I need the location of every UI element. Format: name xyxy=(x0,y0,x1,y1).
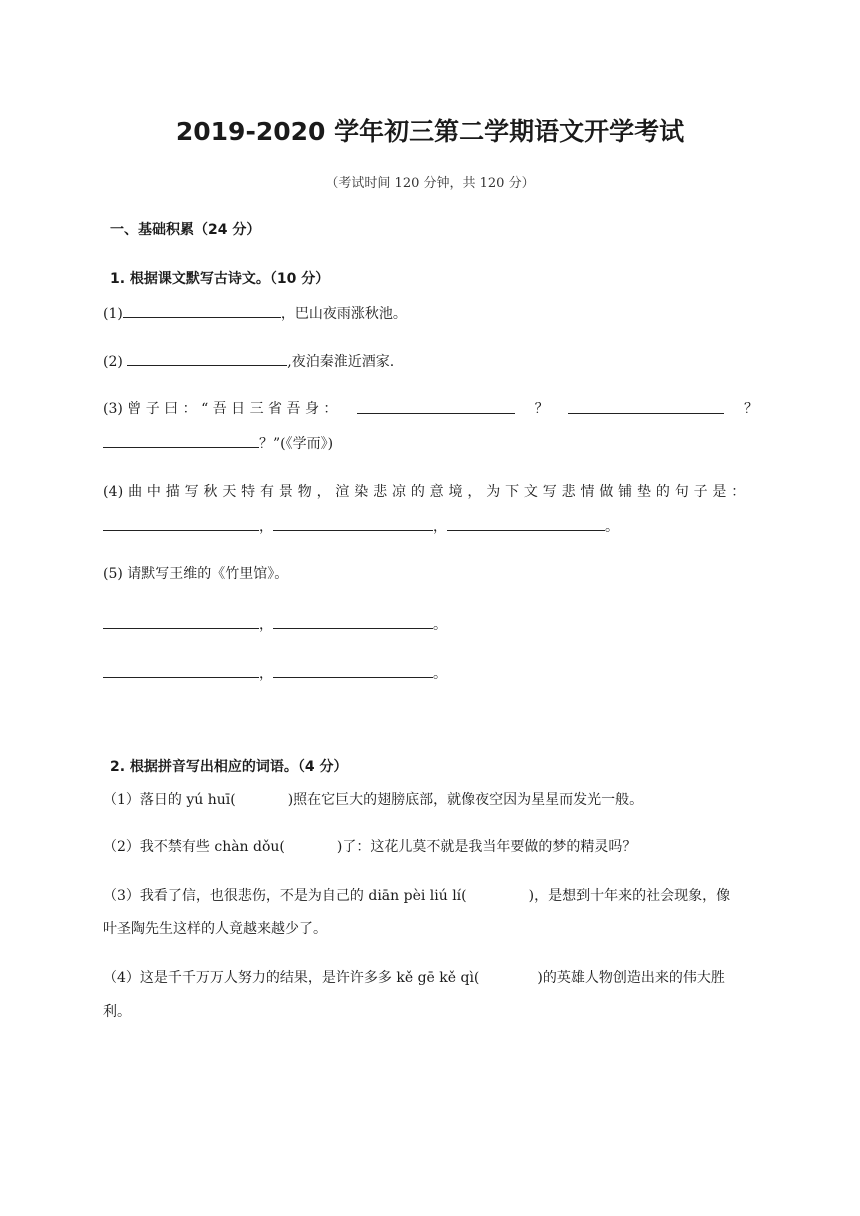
item-text: （3）我看了信，也很悲伤，不是为自己的 diān pèi liú lí( xyxy=(103,888,467,904)
answer-blank[interactable] xyxy=(127,350,287,366)
q2-item-4 xyxy=(103,967,725,987)
item-text: ？”(《学而》) xyxy=(259,436,334,452)
punctuation: 。 xyxy=(605,519,619,535)
answer-blank[interactable] xyxy=(103,613,259,629)
q1-item-4: (4) 曲 中 描 写 秋 天 特 有 景 物 ， 渲 染 悲 凉 的 意 境 ， 为 下 文 写 悲 情 做 铺 垫 的 句 子 是 ： xyxy=(103,484,746,500)
punctuation: 。 xyxy=(433,617,447,633)
q1-item-5: (5) 请默写王维的《竹里馆》。 xyxy=(103,566,289,582)
question-2-heading: 2. 根据拼音写出相应的词语。（4 分） xyxy=(110,759,348,775)
item-text: (3) 曾 子 曰 ： “ 吾 日 三 省 吾 身 ： xyxy=(103,401,338,417)
answer-blank[interactable] xyxy=(123,302,281,318)
question-1-heading: 1. 根据课文默写古诗文。（10 分） xyxy=(110,271,330,287)
answer-blank[interactable] xyxy=(273,613,433,629)
exam-info: （考试时间 120 分钟，共 120 分） xyxy=(325,176,535,191)
answer-blank[interactable] xyxy=(103,662,259,678)
page-title: 2019-2020 学年初三第二学期语文开学考试 xyxy=(175,117,685,146)
item-number: (2) xyxy=(103,354,128,370)
verse-text: ,夜泊秦淮近酒家. xyxy=(287,354,395,370)
punctuation: 。 xyxy=(433,666,447,682)
q2-item-3 xyxy=(103,885,730,905)
q2-item-4-cont: 利。 xyxy=(103,1004,131,1020)
item-text: )的英雄人物创造出来的伟大胜 xyxy=(537,970,725,986)
q1-item-4-blanks xyxy=(103,515,619,536)
answer-blank[interactable] xyxy=(103,515,259,531)
q2-item-1 xyxy=(103,789,643,809)
answer-blank[interactable] xyxy=(568,398,724,414)
punctuation: ， xyxy=(259,666,273,682)
punctuation: ， xyxy=(433,519,447,535)
item-number: (1) xyxy=(103,306,123,322)
section-heading: 一、基础积累（24 分） xyxy=(110,222,261,238)
q1-item-5-line-1 xyxy=(103,613,447,634)
verse-text: ，巴山夜雨涨秋池。 xyxy=(280,306,407,322)
item-text: （2）我不禁有些 chàn dǒu( xyxy=(103,839,285,855)
answer-blank[interactable] xyxy=(103,432,259,448)
q2-item-3-cont: 叶圣陶先生这样的人竟越来越少了。 xyxy=(103,921,327,937)
item-text: )了：这花儿莫不就是我当年要做的梦的精灵吗？ xyxy=(336,839,637,855)
item-text: （1）落日的 yú huī( xyxy=(103,792,236,808)
q2-item-2 xyxy=(103,836,636,856)
answer-blank[interactable] xyxy=(273,515,433,531)
item-text: )，是想到十年来的社会现象，像 xyxy=(528,888,731,904)
q1-item-5-line-2 xyxy=(103,662,447,683)
punctuation: ？ xyxy=(534,401,549,417)
punctuation: ， xyxy=(259,617,273,633)
answer-blank[interactable] xyxy=(273,662,433,678)
q1-item-3-cont xyxy=(103,432,333,453)
answer-blank[interactable] xyxy=(357,398,515,414)
q1-item-2 xyxy=(103,350,394,371)
q1-item-1 xyxy=(103,302,407,323)
answer-blank[interactable] xyxy=(447,515,605,531)
item-text: （4）这是千千万万人努力的结果，是许许多多 kě gē kě qì( xyxy=(103,970,480,986)
q1-item-3 xyxy=(103,398,758,418)
punctuation: ？ xyxy=(743,401,758,417)
item-text: )照在它巨大的翅膀底部，就像夜空因为星星而发光一般。 xyxy=(287,792,644,808)
punctuation: ， xyxy=(259,519,273,535)
